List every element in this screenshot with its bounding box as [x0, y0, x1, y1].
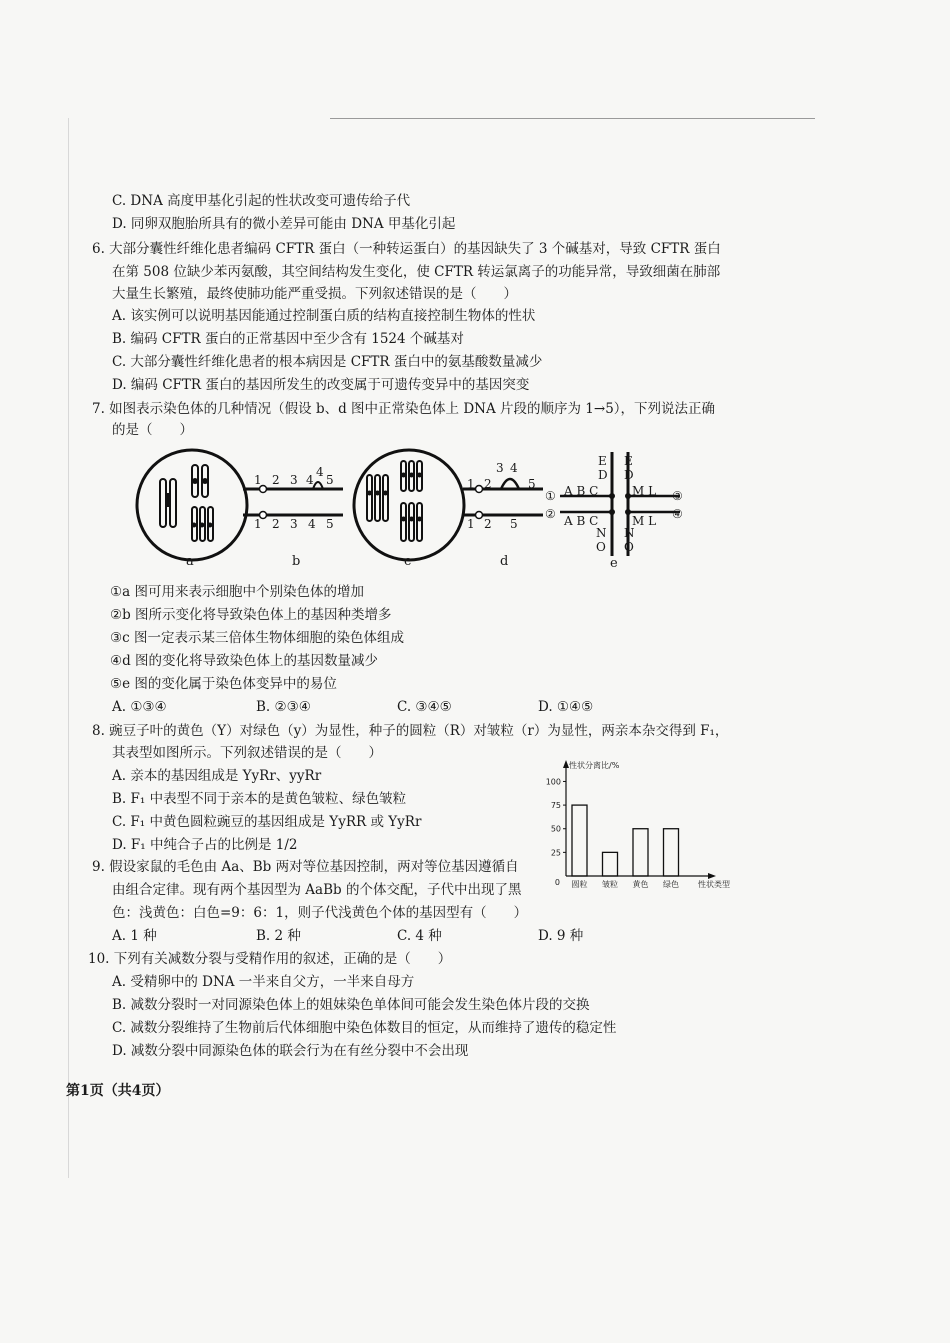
x-tick-label: 绿色 — [663, 880, 679, 889]
figure-a-cell — [134, 447, 250, 563]
q10-option-d: D. 减数分裂中同源染色体的联会行为在有丝分裂中不会出现 — [112, 1043, 469, 1059]
x-axis-arrow — [708, 873, 716, 879]
e-E-right: E — [624, 454, 633, 468]
q8-option-a: A. 亲本的基因组成是 YyRr、yyRr — [112, 768, 322, 784]
q7-stem-line1: 7. 如图表示染色体的几种情况（假设 b、d 图中正常染色体上 DNA 片段的顺序为 1→5），下列说法正确 — [92, 401, 716, 417]
q6-option-d: D. 编码 CFTR 蛋白的基因所发生的改变属于可遗传变异中的基因突变 — [112, 377, 530, 393]
e-D-left: D — [598, 468, 608, 482]
d-top-1: 1 — [467, 477, 475, 491]
q8-option-c: C. F₁ 中黄色圆粒豌豆的基因组成是 YyRR 或 YyRr — [112, 814, 422, 830]
b-top-1: 1 — [254, 473, 262, 487]
b-bot-2: 2 — [272, 517, 280, 531]
bar-3 — [664, 829, 679, 876]
d-top-5: 5 — [528, 477, 536, 491]
q9-option-b: B. 2 种 — [256, 928, 301, 944]
fig-label-d: d — [500, 554, 509, 569]
d-bot-2: 2 — [484, 517, 492, 531]
b-top-5: 5 — [326, 473, 334, 487]
d-bot-1: 1 — [467, 517, 475, 531]
e-O-left: O — [596, 540, 606, 554]
b-bot-3: 3 — [290, 517, 298, 531]
e-N-left: N — [596, 526, 607, 540]
b-top-2: 2 — [272, 473, 280, 487]
q9-option-c: C. 4 种 — [397, 928, 442, 944]
q8-stem-line1: 8. 豌豆子叶的黄色（Y）对绿色（y）为显性，种子的圆粒（R）对皱粒（r）为显性，两亲本杂交得到 F₁， — [92, 723, 729, 739]
fig-label-a: a — [186, 554, 194, 569]
page-footer: 第1页（共4页） — [66, 1083, 170, 1099]
q5-option-d: D. 同卵双胞胎所具有的微小差异可能由 DNA 甲基化引起 — [112, 216, 456, 232]
b-bot-1: 1 — [254, 517, 262, 531]
q5-option-c: C. DNA 高度甲基化引起的性状改变可遗传给子代 — [112, 193, 411, 209]
fig-label-b: b — [292, 554, 301, 569]
y-tick-label: 50 — [550, 824, 561, 834]
q8-option-d: D. F₁ 中纯合子占的比例是 1/2 — [112, 837, 298, 853]
bar-2 — [633, 829, 648, 876]
d-top-4: 4 — [510, 461, 518, 475]
d-top-3: 3 — [496, 461, 504, 475]
q6-option-a: A. 该实例可以说明基因能通过控制蛋白质的结构直接控制生物体的性状 — [112, 308, 536, 324]
q7-statement-4: ④d 图的变化将导致染色体上的基因数量减少 — [110, 653, 379, 669]
top-rule — [330, 118, 815, 119]
figure-e-translocation — [560, 452, 680, 556]
d-bot-5: 5 — [510, 517, 518, 531]
b-top-4-dup: 4 — [316, 465, 324, 479]
q7-statement-5: ⑤e 图的变化属于染色体变异中的易位 — [110, 676, 337, 692]
y-axis-label: 性状分离比/% — [569, 761, 620, 770]
fig-label-e: e — [610, 556, 618, 571]
e-ml-bottom: M L — [632, 514, 657, 528]
q7-option-c: C. ③④⑤ — [397, 699, 452, 715]
x-tick-label: 黄色 — [632, 880, 649, 889]
figure-c-cell — [351, 447, 467, 563]
e-mark-4: ④ — [672, 507, 683, 521]
x-axis-label: 性状类型 — [698, 880, 730, 889]
q7-option-b: B. ②③④ — [256, 699, 311, 715]
q6-stem-line3: 大量生长繁殖，最终使肺功能严重受损。下列叙述错误的是（ ） — [112, 286, 517, 302]
e-N-right: N — [624, 526, 635, 540]
q7-statement-3: ③c 图一定表示某三倍体生物体细胞的染色体组成 — [110, 630, 404, 646]
q9-option-d: D. 9 种 — [538, 928, 584, 944]
y-tick-label: 100 — [545, 777, 561, 787]
e-abc-bottom: A B C — [564, 514, 599, 528]
q7-option-a: A. ①③④ — [112, 699, 167, 715]
fig-label-c: c — [404, 554, 412, 569]
bar-1 — [603, 852, 618, 876]
q9-stem-line2: 由组合定律。现有两个基因型为 AaBb 的个体交配，子代中出现了黑 — [112, 882, 522, 898]
q10-option-c: C. 减数分裂维持了生物前后代体细胞中染色体数目的恒定，从而维持了遗传的稳定性 — [112, 1020, 617, 1036]
q6-stem-line2: 在第 508 位缺少苯丙氨酸，其空间结构发生变化，使 CFTR 转运氯离子的功能异常，导致细菌在肺部 — [112, 264, 721, 280]
q6-stem-line1: 6. 大部分囊性纤维化患者编码 CFTR 蛋白（一种转运蛋白）的基因缺失了 3 个碱基对，导致 CFTR 蛋白 — [92, 241, 721, 257]
b-bot-4: 4 — [308, 517, 316, 531]
q8-stem-line2: 其表型如图所示。下列叙述错误的是（ ） — [112, 745, 382, 761]
e-D-right: D — [624, 468, 634, 482]
e-mark-2: ② — [545, 507, 556, 521]
e-mark-1: ① — [545, 489, 556, 503]
q9-stem-line1: 9. 假设家鼠的毛色由 Aa、Bb 两对等位基因控制，两对等位基因遵循自 — [92, 859, 519, 875]
q8-option-b: B. F₁ 中表型不同于亲本的是黄色皱粒、绿色皱粒 — [112, 791, 407, 807]
margin-rule — [68, 118, 69, 1178]
y-tick-label: 25 — [550, 848, 561, 858]
b-top-3: 3 — [290, 473, 298, 487]
b-bot-5: 5 — [326, 517, 334, 531]
b-top-4: 4 — [306, 473, 314, 487]
q6-option-b: B. 编码 CFTR 蛋白的正常基因中至少含有 1524 个碱基对 — [112, 331, 464, 347]
e-ml-top: M L — [632, 484, 657, 498]
e-O-right: O — [624, 540, 634, 554]
q9-stem-line3: 色：浅黄色：白色=9：6：1，则子代浅黄色个体的基因型有（ ） — [112, 905, 528, 921]
q9-option-a: A. 1 种 — [112, 928, 157, 944]
q7-statement-2: ②b 图所示变化将导致染色体上的基因种类增多 — [110, 607, 392, 623]
q7-statement-1: ①a 图可用来表示细胞中个别染色体的增加 — [110, 584, 364, 600]
d-top-2: 2 — [484, 477, 492, 491]
x-tick-label: 圆粒 — [571, 880, 588, 889]
e-mark-3: ③ — [672, 489, 683, 503]
q10-stem: 10. 下列有关减数分裂与受精作用的叙述，正确的是（ ） — [88, 951, 452, 967]
e-abc-top: A B C — [564, 484, 599, 498]
y-tick-label: 0 — [554, 878, 560, 887]
y-tick-label: 75 — [550, 801, 561, 811]
bar-0 — [572, 805, 587, 876]
e-E-left: E — [598, 454, 607, 468]
q10-option-a: A. 受精卵中的 DNA 一半来自父方，一半来自母方 — [112, 974, 415, 990]
trait-ratio-bar-chart — [540, 756, 740, 896]
q10-option-b: B. 减数分裂时一对同源染色体上的姐妹染色单体间可能会发生染色体片段的交换 — [112, 997, 590, 1013]
q7-stem-line2: 的是（ ） — [112, 422, 193, 438]
x-tick-label: 皱粒 — [602, 880, 618, 889]
q7-option-d: D. ①④⑤ — [538, 699, 594, 715]
q6-option-c: C. 大部分囊性纤维化患者的根本病因是 CFTR 蛋白中的氨基酸数量减少 — [112, 354, 543, 370]
